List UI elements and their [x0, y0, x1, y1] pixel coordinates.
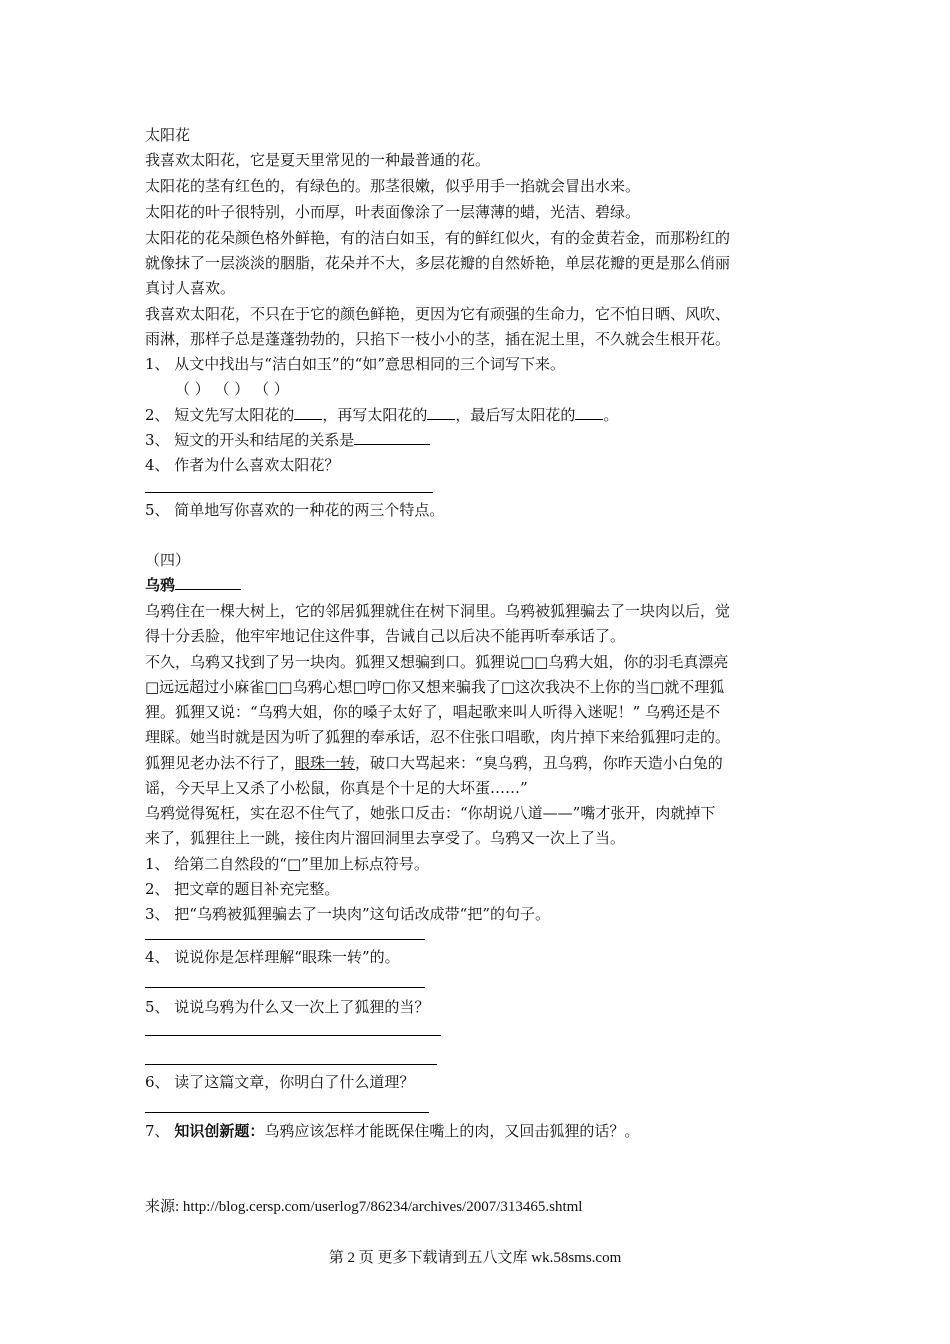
paragraph-line: 就像抹了一层淡淡的胭脂，花朵并不大，多层花瓣的自然娇艳，单层花瓣的更是那么俏丽: [145, 254, 731, 272]
page-footer: 第 2 页 更多下载请到五八文库 wk.58sms.com: [328, 1250, 622, 1266]
question-5: 5、 说说乌鸦为什么又一次上了狐狸的当？: [145, 998, 430, 1016]
q2-part-a: 2、 短文先写太阳花的: [145, 406, 295, 424]
q2-part-d: 。: [603, 406, 619, 424]
answer-line[interactable]: [145, 1112, 429, 1113]
answer-parens: （ ） （ ） （ ）: [175, 380, 289, 398]
paragraph-line: □远远超过小麻雀□□乌鸦心想□哼□你又想来骗我了□这次我决不上你的当□就不理狐: [145, 678, 725, 696]
source-citation: 来源: http://blog.cersp.com/userlog7/86234/archives/2007/313465.shtml: [145, 1199, 583, 1215]
question-4: 4、 作者为什么喜欢太阳花？: [145, 456, 340, 474]
paragraph-line: 来了，狐狸往上一跳，接住肉片溜回洞里去享受了。乌鸦又一次上了当。: [145, 829, 626, 847]
fill-blank[interactable]: [294, 405, 322, 420]
paragraph-line: 谣，今天早上又杀了小松鼠，你真是个十足的大坏蛋……”: [145, 779, 528, 797]
question-1: 1、 从文中找出与“洁白如玉”的“如”意思相同的三个词写下来。: [145, 355, 565, 373]
paragraph-line: 狸。狐狸又说：“乌鸦大姐，你的嗓子太好了，唱起歌来叫人听得入迷呢！” 乌鸦还是不: [145, 703, 721, 721]
paragraph-line: 得十分丢脸，他牢牢地记住这件事，告诫自己以后决不能再听奉承话了。: [145, 627, 626, 645]
paragraph-line: 太阳花的花朵颜色格外鲜艳，有的洁白如玉，有的鲜红似火，有的金黄若金，而那粉红的: [145, 229, 731, 247]
paragraph-line: 乌鸦住在一棵大树上，它的邻居狐狸就住在树下洞里。乌鸦被狐狸骗去了一块肉以后，觉: [145, 602, 731, 620]
question-4: 4、 说说你是怎样理解“眼珠一转”的。: [145, 948, 400, 966]
q3-text: 3、 短文的开头和结尾的关系是: [145, 431, 355, 449]
q7-number: 7、: [145, 1122, 175, 1140]
paragraph-line: 乌鸦觉得冤枉，实在忍不住气了，她张口反击：“你胡说八道——”嘴才张开，肉就掉下: [145, 804, 716, 822]
fill-blank[interactable]: [575, 405, 603, 420]
text-span: 狐狸见老办法不行了，: [145, 754, 296, 772]
answer-line[interactable]: [145, 1064, 437, 1065]
paragraph-line: 太阳花的叶子很特别，小而厚，叶表面像涂了一层薄薄的蜡，光洁、碧绿。: [145, 203, 641, 221]
passage-title-sunflower: 太阳花: [145, 126, 191, 144]
section-label: （四）: [145, 551, 191, 569]
q7-text: 乌鸦应该怎样才能既保住嘴上的肉，又回击狐狸的话？。: [264, 1122, 640, 1140]
answer-line[interactable]: [145, 987, 425, 988]
answer-line[interactable]: [145, 492, 433, 493]
paragraph-line: 我喜欢太阳花，它是夏天里常见的一种最普通的花。: [145, 151, 491, 169]
paragraph-line: 理睬。她当时就是因为听了狐狸的奉承话，忍不住张口唱歌，肉片掉下来给狐狸叼走的。: [145, 728, 731, 746]
question-1: 1、 给第二自然段的“□”里加上标点符号。: [145, 855, 429, 873]
passage-title-crow: [145, 574, 241, 596]
title-text: 乌鸦: [145, 576, 176, 594]
title-blank[interactable]: [175, 575, 241, 590]
fill-blank[interactable]: [427, 405, 455, 420]
paragraph-line: 我喜欢太阳花，不只在于它的颜色鲜艳，更因为它有顽强的生命力，它不怕日晒、风吹、: [145, 305, 731, 323]
answer-line[interactable]: [145, 1035, 441, 1036]
q7-label: 知识创新题：: [174, 1122, 265, 1140]
question-3: [145, 429, 430, 451]
text-span: ，破口大骂起来：“臭乌鸦，丑乌鸦，你昨天造小白兔的: [355, 754, 723, 772]
question-3: 3、 把“乌鸦被狐狸骗去了一块肉”这句话改成带“把”的句子。: [145, 905, 550, 923]
paragraph-line: 不久，乌鸦又找到了另一块肉。狐狸又想骗到口。狐狸说□□乌鸦大姐，你的羽毛真漂亮: [145, 653, 729, 671]
paragraph-line: [145, 752, 723, 774]
fill-blank[interactable]: [354, 430, 430, 445]
question-2: [145, 404, 618, 426]
question-2: 2、 把文章的题目补充完整。: [145, 880, 340, 898]
paragraph-line: 真讨人喜欢。: [145, 279, 236, 297]
answer-line[interactable]: [145, 939, 425, 940]
question-7: [145, 1120, 639, 1142]
paragraph-line: 太阳花的茎有红色的，有绿色的。那茎很嫩，似乎用手一掐就会冒出水来。: [145, 177, 641, 195]
underlined-phrase: 眼珠一转: [295, 754, 356, 772]
q2-part-c: ，最后写太阳花的: [455, 406, 576, 424]
question-6: 6、 读了这篇文章，你明白了什么道理？: [145, 1073, 415, 1091]
question-5: 5、 简单地写你喜欢的一种花的两三个特点。: [145, 501, 445, 519]
paragraph-line: 雨淋，那样子总是蓬蓬勃勃的，只掐下一枝小小的茎，插在泥土里，不久就会生根开花。: [145, 330, 731, 348]
q2-part-b: ，再写太阳花的: [322, 406, 428, 424]
